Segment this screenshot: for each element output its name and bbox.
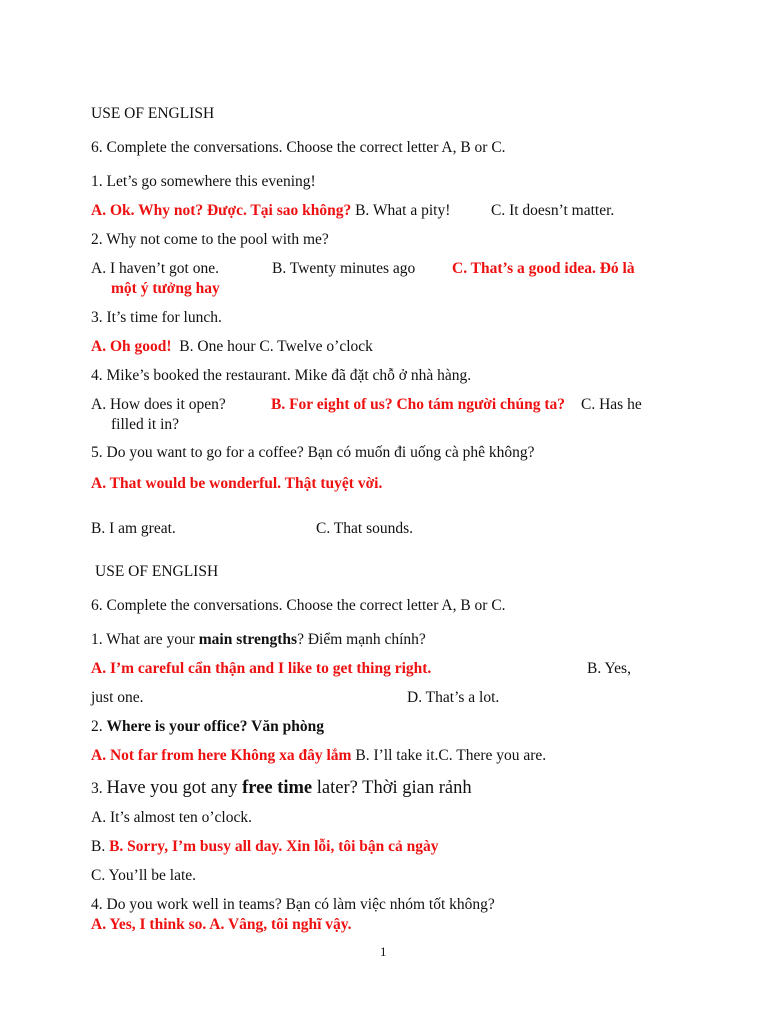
s2-q3-prompt-main: Have you got any	[106, 778, 243, 798]
s1-q1-option-b: B. What a pity!	[355, 202, 451, 219]
s1-q4-prompt: 4. Mike’s booked the restaurant. Mike đã đặt chỗ ở nhà hàng.	[91, 367, 472, 384]
s2-q2-answer-a: A. Not far from here Không xa đây lắm	[91, 747, 352, 764]
s2-q2-prompt	[91, 718, 324, 736]
s2-q3-answer-b: B. Sorry, I’m busy all day. Xin lỗi, tôi bận cả ngày	[109, 838, 439, 855]
s1-q5-option-b: B. I am great.	[91, 520, 176, 537]
s1-q1-option-c: C. It doesn’t matter.	[491, 202, 615, 219]
s2-q1-answer-a: A. I’m careful cẩn thận and I like to get thing right.	[91, 660, 432, 677]
section1-heading: USE OF ENGLISH	[91, 105, 215, 122]
s1-q3-options	[91, 338, 373, 356]
section2-heading: USE OF ENGLISH	[95, 563, 219, 580]
s2-q1-option-d: D. That’s a lot.	[407, 689, 500, 706]
s1-q5-answer-a: A. That would be wonderful. Thật tuyệt vời.	[91, 475, 383, 492]
s2-q4-answer-a: A. Yes, I think so. A. Vâng, tôi nghĩ vậy.	[91, 916, 352, 933]
s2-q2-options-bc: B. I’ll take it.C. There you are.	[351, 747, 547, 764]
s2-q1-prompt	[91, 631, 426, 649]
s1-q5-option-c: C. That sounds.	[316, 520, 414, 537]
s1-q1-options	[91, 202, 450, 220]
s1-q1-prompt: 1. Let’s go somewhere this evening!	[91, 173, 316, 190]
s2-q3-prompt	[91, 777, 472, 800]
s2-q4-prompt: 4. Do you work well in teams? Bạn có làm việc nhóm tốt không?	[91, 896, 495, 913]
s2-q3-prompt-post: later? Thời gian rảnh	[312, 778, 472, 798]
s1-q3-options-bc: B. One hour C. Twelve o’clock	[179, 338, 373, 355]
s1-q2-answer-c-cont: một ý tưởng hay	[111, 280, 220, 297]
s2-q3-option-a: A. It’s almost ten o’clock.	[91, 809, 252, 826]
s1-q4-option-a: A. How does it open?	[91, 396, 226, 413]
s2-q1-prompt-pre: 1. What are your	[91, 631, 199, 648]
s1-q1-answer-a: A. Ok. Why not? Được. Tại sao không?	[91, 202, 352, 219]
s1-q3-prompt: 3. It’s time for lunch.	[91, 309, 222, 326]
s2-q1-prompt-bold: main strengths	[198, 631, 298, 648]
s2-q2-number: 2.	[91, 718, 107, 735]
s2-q3-option-c: C. You’ll be late.	[91, 867, 197, 884]
s1-q2-answer-c: C. That’s a good idea. Đó là	[452, 260, 635, 277]
s2-q3-number: 3.	[91, 780, 107, 797]
section2-instruction: 6. Complete the conversations. Choose the correct letter A, B or C.	[91, 597, 506, 614]
s1-q4-answer-b: B. For eight of us? Cho tám người chúng ta?	[271, 396, 566, 413]
s2-q2-options	[91, 747, 546, 765]
s1-q5-prompt: 5. Do you want to go for a coffee? Bạn có muốn đi uống cà phê không?	[91, 444, 535, 461]
page-number: 1	[380, 944, 387, 959]
s2-q3-prompt-bold: free time	[242, 778, 313, 798]
s1-q2-option-a: A. I haven’t got one.	[91, 260, 219, 277]
s2-q2-prompt-bold: Where is your office? Văn phòng	[106, 718, 324, 735]
s1-q2-prompt: 2. Why not come to the pool with me?	[91, 231, 329, 248]
s1-q4-option-c-cont: filled it in?	[111, 416, 180, 433]
s2-q3-option-b-row	[91, 838, 439, 856]
s1-q3-answer-a: A. Oh good!	[91, 338, 172, 355]
s2-q3-b-label: B.	[91, 838, 110, 855]
s2-q1-prompt-post: ? Điểm mạnh chính?	[297, 631, 426, 648]
s2-q1-option-b: B. Yes,	[587, 660, 631, 677]
s1-q2-option-b: B. Twenty minutes ago	[272, 260, 416, 277]
s2-q1-option-b-cont: just one.	[91, 689, 144, 706]
s1-q4-option-c: C. Has he	[581, 396, 642, 413]
section1-instruction: 6. Complete the conversations. Choose the correct letter A, B or C.	[91, 139, 506, 156]
